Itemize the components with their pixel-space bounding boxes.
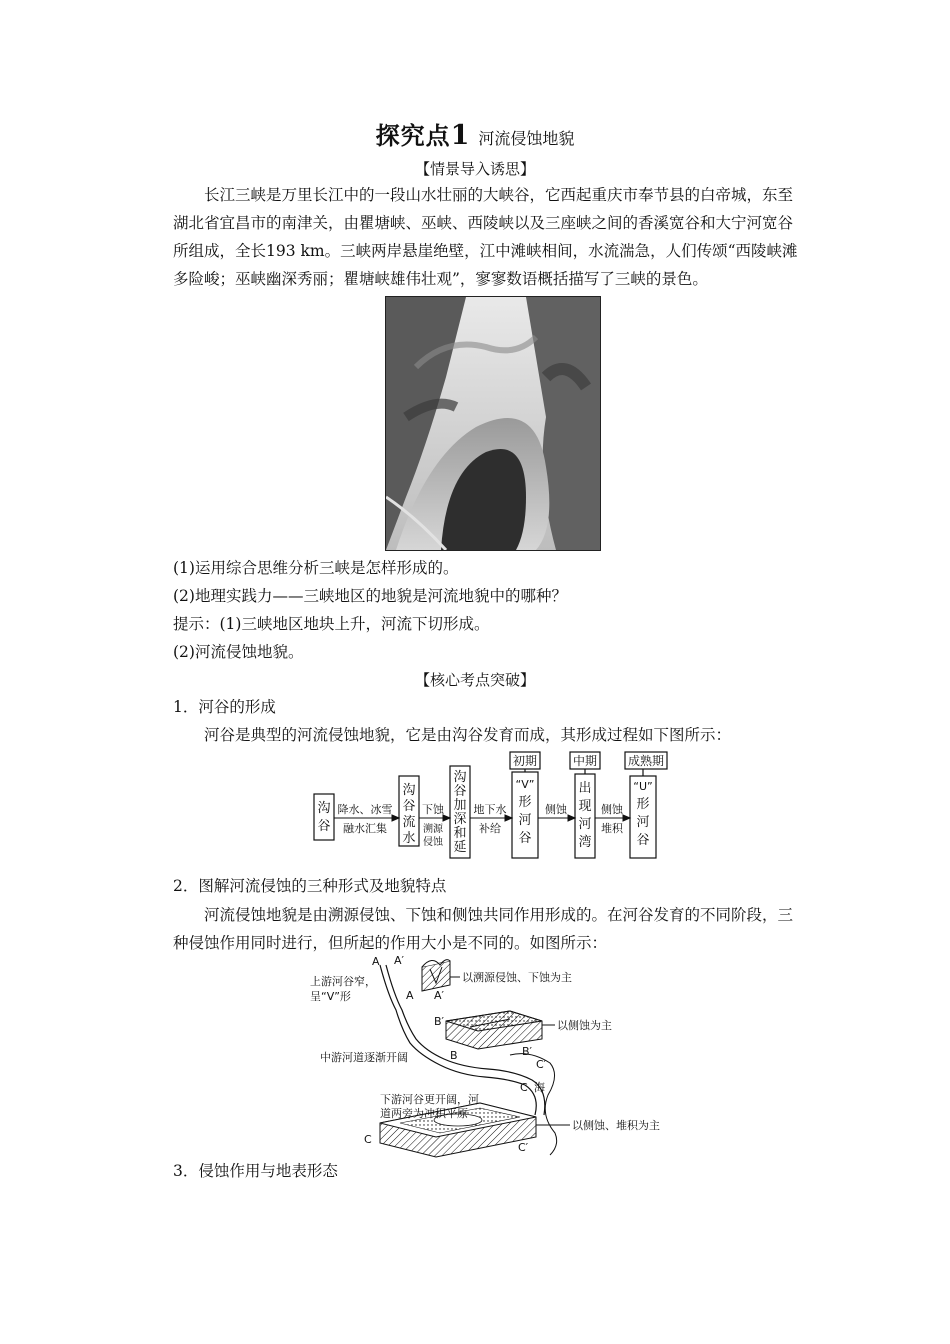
question-1: (1)运用综合思维分析三峡是怎样形成的。 (173, 559, 459, 577)
hint-1: 提示：(1)三峡地区地块上升，河流下切形成。 (173, 615, 490, 633)
label-B: B (450, 1049, 458, 1062)
arrow-1-bottom-label: 融水汇集 (343, 822, 387, 835)
hint-2: (2)河流侵蚀地貌。 (173, 643, 304, 661)
stage-early-label: 初期 (512, 754, 538, 768)
intro-paragraph (173, 181, 813, 293)
box-v-char: “V” (515, 778, 535, 791)
box-deepen-char: 和 (453, 826, 467, 841)
box-u-char: 谷 (636, 833, 650, 848)
arrow-2-bottom-line: 侵蚀 (423, 837, 443, 848)
upper-valley-block (422, 960, 450, 991)
arrow-3-bottom-label: 补给 (479, 822, 501, 835)
box-stream-char: 沟 (402, 783, 416, 798)
arrow-5-bottom-label: 堆积 (601, 822, 623, 835)
label-A2-lower: A′ (434, 989, 445, 1002)
upper-label-line2: 呈“V”形 (310, 990, 351, 1003)
title-sub: 河流侵蚀地貌 (478, 129, 575, 148)
question-2: (2)地理实践力——三峡地区的地貌是河流地貌中的哪种？ (173, 587, 567, 605)
page-title (0, 118, 950, 157)
box-bend-char: 湾 (578, 835, 592, 850)
box-stream-char: 流 (402, 815, 416, 830)
box-stream-char: 水 (402, 831, 416, 846)
arrow-2-top-label: 下蚀 (422, 803, 444, 816)
box-deepen-char: 加 (453, 798, 467, 813)
sea-label: 海 (534, 1081, 545, 1094)
stage-mid-label: 中期 (572, 754, 598, 768)
item-2-title: 2．图解河流侵蚀的三种形式及地貌特点 (173, 877, 447, 895)
box-stream-char: 谷 (402, 799, 416, 814)
three-gorges-photo (385, 296, 601, 551)
label-A2-upper: A′ (394, 955, 405, 967)
valley-formation-diagram (300, 750, 680, 862)
label-A-lower: A (406, 989, 414, 1002)
middle-valley-block (446, 1011, 542, 1049)
box-v-char: 谷 (518, 831, 532, 846)
arrow-5-top-label: 侧蚀 (601, 803, 623, 816)
arrow-2-bottom-line: 溯源 (423, 824, 443, 835)
item-2-line: 河流侵蚀地貌是由溯源侵蚀、下蚀和侧蚀共同作用形成的。在河谷发育的不同阶段，三 (204, 906, 794, 924)
box-deepen-char: 谷 (453, 784, 467, 799)
title-main: 探究点1 (375, 120, 471, 151)
stage-mature-label: 成熟期 (627, 754, 665, 768)
label-C2-upper: C′ (536, 1058, 547, 1071)
box-bend-char: 河 (578, 817, 592, 832)
section-heading-core: 【核心考点突破】 (414, 671, 535, 689)
item-1-title: 1．河谷的形成 (173, 698, 276, 716)
box-v-char: 形 (518, 795, 532, 810)
box-u-char: 河 (636, 815, 650, 830)
box-v-char: 河 (518, 813, 532, 828)
item-1-text: 河谷是典型的河流侵蚀地貌，它是由沟谷发育而成，其形成过程如下图所示： (204, 726, 732, 744)
box-u-char: “U” (633, 780, 653, 793)
intro-line: 多险峻；巫峡幽深秀丽；瞿塘峡雄伟壮观”，寥寥数语概括描写了三峡的景色。 (173, 270, 708, 288)
lower-label-line1: 下游河谷更开阔，河 (380, 1093, 479, 1106)
arrow-3-top-label: 地下水 (473, 803, 507, 816)
label-C-middle: C (520, 1081, 528, 1094)
intro-line: 湖北省宜昌市的南津关，由瞿塘峡、巫峡、西陵峡以及三座峡之间的香溪宽谷和大宁河宽谷 (173, 214, 794, 232)
middle-label: 中游河道逐渐开阔 (320, 1051, 408, 1064)
box-u-char: 形 (636, 797, 650, 812)
lower-note: 以侧蚀、堆积为主 (572, 1119, 660, 1132)
arrow-1-top-label: 降水、冰雪 (337, 803, 393, 816)
box-gully-char: 谷 (317, 819, 331, 834)
upper-note: 以溯源侵蚀、下蚀为主 (462, 971, 572, 984)
box-deepen-char: 深 (453, 812, 467, 827)
intro-line: 所组成，全长193 km。三峡两岸悬崖绝壁，江中滩峡相间，水流湍急，人们传颂“西陵峡滩 (173, 242, 798, 260)
box-bend-char: 现 (578, 799, 592, 814)
label-C: C (364, 1133, 372, 1146)
label-B2-upper: B′ (434, 1015, 445, 1028)
box-bend-char: 出 (578, 781, 592, 796)
label-C2: C′ (518, 1141, 529, 1154)
item-3-title: 3．侵蚀作用与地表形态 (173, 1162, 338, 1180)
label-A-upper: A (372, 955, 380, 968)
label-B2: B′ (522, 1045, 533, 1058)
box-deepen-char: 沟 (453, 770, 467, 785)
item-2-line: 种侵蚀作用同时进行，但所起的作用大小是不同的。如图所示： (173, 934, 608, 952)
box-gully-char: 沟 (317, 801, 331, 816)
lower-label-line2: 道两旁为冲积平原 (380, 1107, 468, 1120)
box-deepen-char: 延 (453, 840, 467, 855)
river-erosion-diagram (310, 955, 690, 1160)
arrow-4-label: 侧蚀 (545, 803, 567, 816)
item-2-paragraph (173, 901, 813, 957)
upper-label-line1: 上游河谷窄， (310, 975, 376, 988)
intro-line: 长江三峡是万里长江中的一段山水壮丽的大峡谷，它西起重庆市奉节县的白帝城，东至 (204, 186, 794, 204)
section-heading-intro: 【情景导入诱思】 (414, 160, 535, 178)
middle-note: 以侧蚀为主 (557, 1019, 612, 1032)
